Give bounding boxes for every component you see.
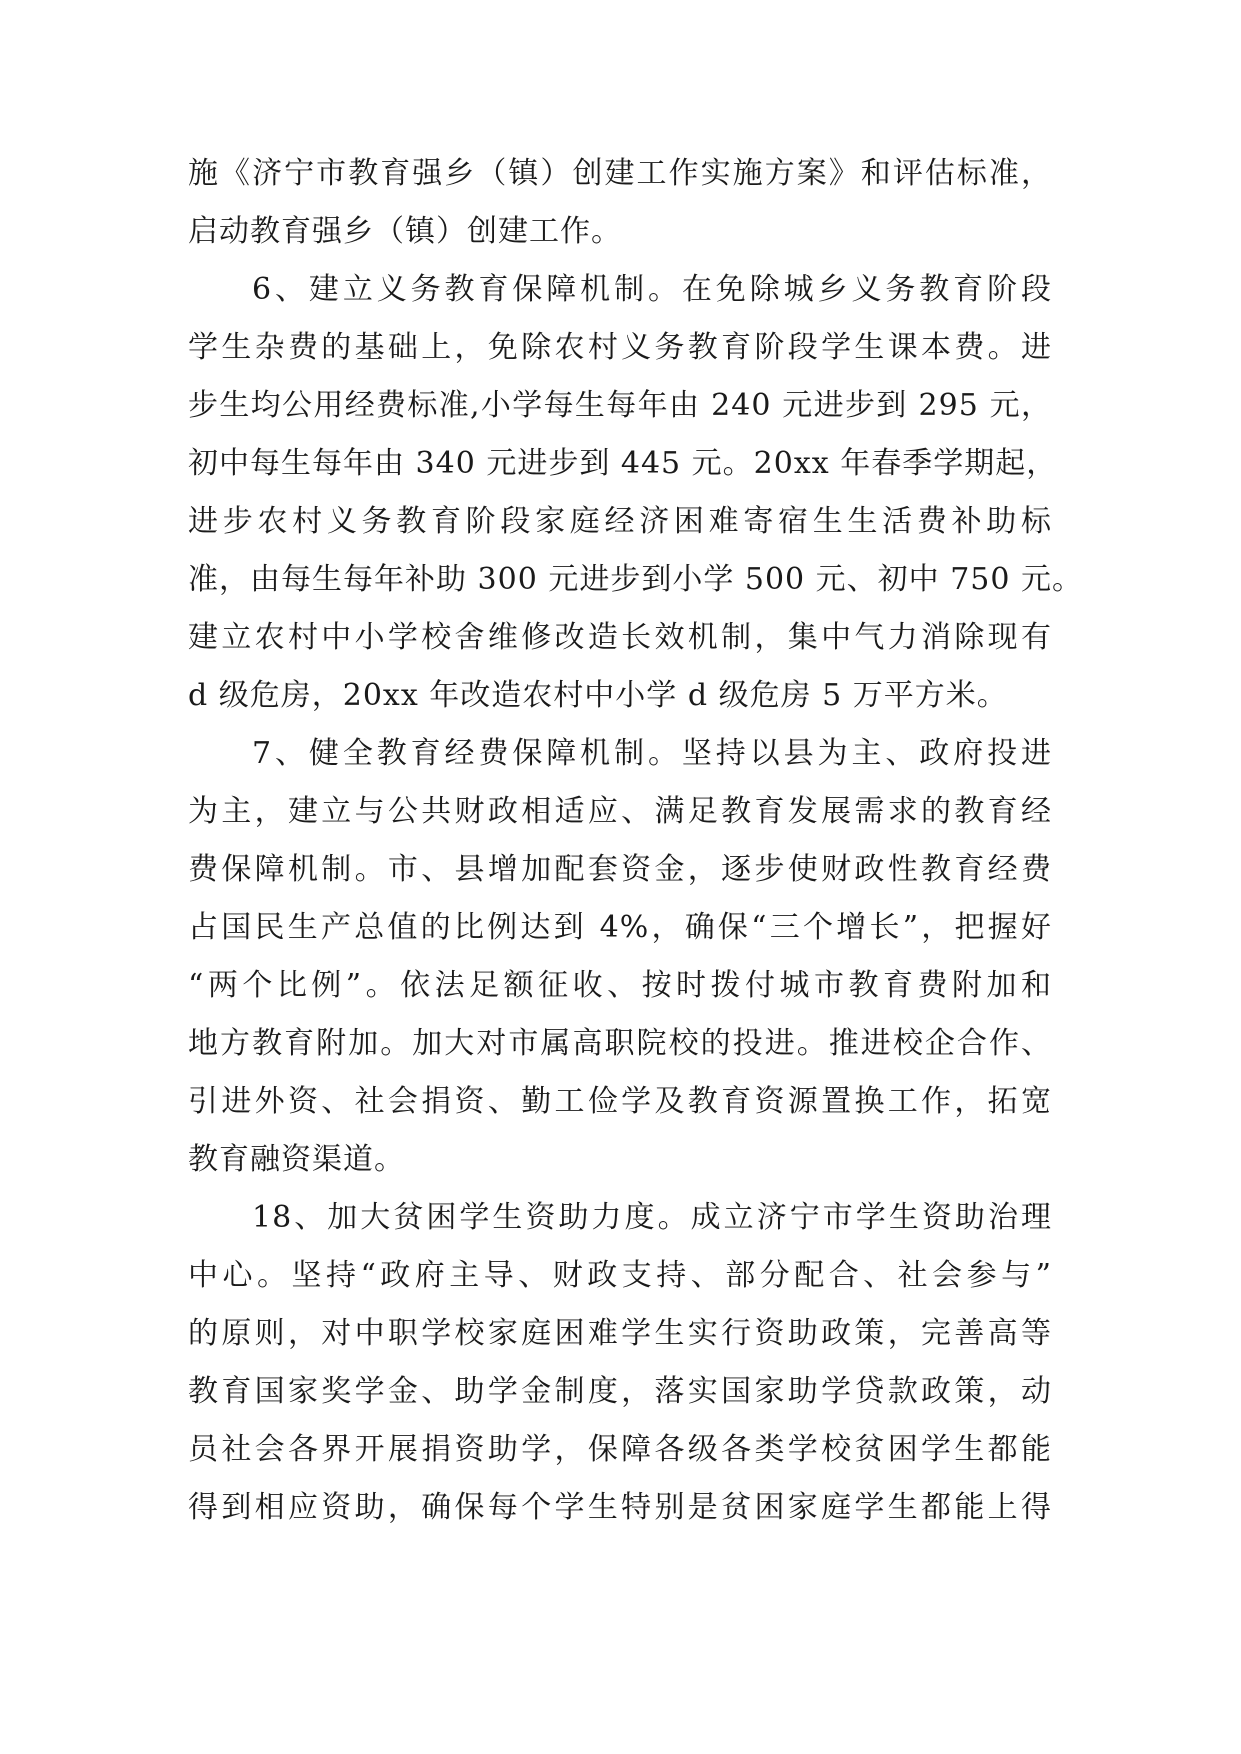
text-line: 为主，建立与公共财政相适应、满足教育发展需求的教育经 <box>188 794 1052 829</box>
text-line: 6、建立义务教育保障机制。在免除城乡义务教育阶段 <box>252 272 1052 307</box>
body-text <box>188 145 1083 1537</box>
text-line: 初中每生每年由 340 元进步到 445 元。20xx 年春季学期起， <box>188 446 1058 481</box>
text-line: 得到相应资助，确保每个学生特别是贫困家庭学生都能上得 <box>188 1490 1052 1525</box>
text-line: 占国民生产总值的比例达到 4%，确保“三个增长”，把握好 <box>188 910 1052 945</box>
text-line: 引进外资、社会捐资、勤工俭学及教育资源置换工作，拓宽 <box>188 1084 1052 1119</box>
text-line: 教育国家奖学金、助学金制度，落实国家助学贷款政策，动 <box>188 1374 1052 1409</box>
text-line: 施《济宁市教育强乡（镇）创建工作实施方案》和评估标准， <box>188 156 1052 191</box>
text-line: 教育融资渠道。 <box>188 1142 405 1177</box>
text-line: 7、健全教育经费保障机制。坚持以县为主、政府投进 <box>252 736 1052 771</box>
text-line: 进步农村义务教育阶段家庭经济困难寄宿生生活费补助标 <box>188 504 1052 539</box>
text-line: 员社会各界开展捐资助学，保障各级各类学校贫困学生都能 <box>188 1432 1052 1467</box>
text-line: 启动教育强乡（镇）创建工作。 <box>188 214 622 249</box>
text-line: “两个比例”。依法足额征收、按时拨付城市教育费附加和 <box>188 968 1052 1003</box>
text-line: 建立农村中小学校舍维修改造长效机制，集中气力消除现有 <box>188 620 1052 655</box>
text-line: 18、加大贫困学生资助力度。成立济宁市学生资助治理 <box>252 1200 1052 1235</box>
text-line: 的原则，对中职学校家庭困难学生实行资助政策，完善高等 <box>188 1316 1052 1351</box>
text-line: 费保障机制。市、县增加配套资金，逐步使财政性教育经费 <box>188 852 1052 887</box>
text-line: 学生杂费的基础上，免除农村义务教育阶段学生课本费。进 <box>188 330 1052 365</box>
text-line: 中心。坚持“政府主导、财政支持、部分配合、社会参与” <box>188 1258 1052 1293</box>
text-line: d 级危房，20xx 年改造农村中小学 d 级危房 5 万平方米。 <box>188 678 1008 713</box>
text-line: 地方教育附加。加大对市属高职院校的投进。推进校企合作、 <box>188 1026 1052 1061</box>
text-line: 准，由每生每年补助 300 元进步到小学 500 元、初中 750 元。 <box>188 562 1083 597</box>
text-line: 步生均公用经费标准,小学每生每年由 240 元进步到 295 元， <box>188 388 1052 423</box>
